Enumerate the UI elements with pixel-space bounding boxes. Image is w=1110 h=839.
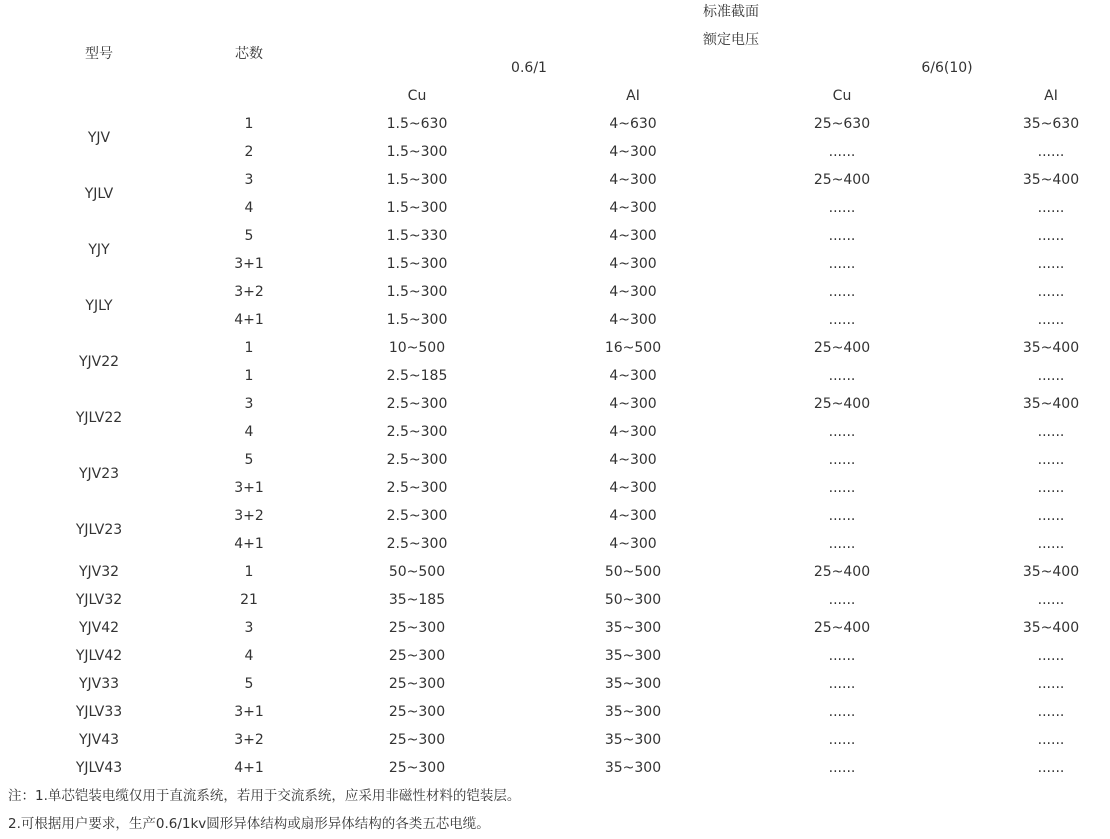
cu-high-cell: ...... [828,648,856,664]
cu-low-cell: 1.5~300 [386,200,448,216]
cu-low-cell: 1.5~300 [386,256,448,272]
al-low-cell: 4~300 [609,312,657,328]
cu-high-cell: 25~400 [813,620,871,636]
cu-low-cell: 2.5~300 [386,480,448,496]
cu-high-cell: 25~400 [813,340,871,356]
model-cell: YJV22 [78,354,120,370]
al-low-cell: 4~300 [609,284,657,300]
header-voltage: 额定电压 [703,32,759,48]
cores-cell: 3 [244,172,254,188]
al-low-cell: 4~300 [609,424,657,440]
al-high-cell: ...... [1037,452,1065,468]
cores-cell: 4+1 [234,312,264,328]
model-cell: YJLV23 [75,522,123,538]
cu-low-cell: 2.5~300 [386,536,448,552]
al-high-cell: 35~400 [1022,172,1080,188]
cores-cell: 4 [244,424,254,440]
al-high-cell: 35~630 [1022,116,1080,132]
al-high-cell: ...... [1037,228,1065,244]
cores-cell: 3+1 [234,256,264,272]
cu-low-cell: 2.5~300 [386,508,448,524]
cores-cell: 3+2 [234,508,264,524]
al-low-cell: 4~300 [609,396,657,412]
al-high-cell: ...... [1037,480,1065,496]
cores-cell: 3 [244,620,254,636]
cores-cell: 1 [244,340,254,356]
al-high-cell: ...... [1037,368,1065,384]
header-cores: 芯数 [235,46,263,62]
model-cell: YJV42 [78,620,120,636]
al-high-cell: 35~400 [1022,620,1080,636]
model-cell: YJV23 [78,466,120,482]
al-high-cell: ...... [1037,648,1065,664]
cu-low-cell: 2.5~185 [386,368,448,384]
al-low-cell: 35~300 [604,760,662,776]
header-cu-high: Cu [832,88,852,104]
cu-low-cell: 2.5~300 [386,424,448,440]
al-high-cell: ...... [1037,256,1065,272]
cu-high-cell: ...... [828,368,856,384]
cu-high-cell: ...... [828,676,856,692]
cu-high-cell: 25~400 [813,396,871,412]
al-high-cell: ...... [1037,704,1065,720]
cores-cell: 1 [244,368,254,384]
cu-high-cell: ...... [828,228,856,244]
cores-cell: 3+1 [234,480,264,496]
al-low-cell: 4~300 [609,508,657,524]
al-low-cell: 4~300 [609,144,657,160]
cu-high-cell: ...... [828,452,856,468]
note-2: 2.可根据用户要求，生产0.6/1kv圆形异体结构或扇形异体结构的各类五芯电缆。 [8,816,490,832]
al-low-cell: 4~300 [609,368,657,384]
note-1: 注：1.单芯铠装电缆仅用于直流系统，若用于交流系统，应采用非磁性材料的铠装层。 [8,788,521,804]
cores-cell: 1 [244,564,254,580]
cores-cell: 21 [240,592,258,608]
cores-cell: 2 [244,144,254,160]
al-high-cell: ...... [1037,536,1065,552]
cu-low-cell: 25~300 [388,620,446,636]
cu-high-cell: 25~400 [813,172,871,188]
al-high-cell: ...... [1037,284,1065,300]
al-high-cell: ...... [1037,732,1065,748]
al-low-cell: 50~300 [604,592,662,608]
al-low-cell: 4~300 [609,536,657,552]
cu-low-cell: 25~300 [388,760,446,776]
al-high-cell: ...... [1037,200,1065,216]
cu-high-cell: ...... [828,760,856,776]
cu-high-cell: ...... [828,284,856,300]
cores-cell: 3+2 [234,732,264,748]
cores-cell: 4+1 [234,760,264,776]
header-al-high: AI [1044,88,1058,104]
model-cell: YJLY [85,298,113,314]
cores-cell: 3+2 [234,284,264,300]
al-low-cell: 50~500 [604,564,662,580]
al-low-cell: 4~630 [609,116,657,132]
model-cell: YJLV [84,186,114,202]
cores-cell: 3+1 [234,704,264,720]
cu-high-cell: ...... [828,200,856,216]
al-low-cell: 35~300 [604,676,662,692]
header-voltage-high: 6/6(10) [921,60,973,76]
al-high-cell: 35~400 [1022,340,1080,356]
al-low-cell: 4~300 [609,256,657,272]
cu-low-cell: 1.5~330 [386,228,448,244]
al-high-cell: ...... [1037,508,1065,524]
cu-low-cell: 1.5~300 [386,172,448,188]
cu-low-cell: 2.5~300 [386,452,448,468]
al-high-cell: ...... [1037,312,1065,328]
cores-cell: 4+1 [234,536,264,552]
cu-low-cell: 2.5~300 [386,396,448,412]
al-low-cell: 4~300 [609,200,657,216]
model-cell: YJLV22 [75,410,123,426]
cores-cell: 5 [244,452,254,468]
header-cu-low: Cu [407,88,427,104]
cu-low-cell: 1.5~300 [386,144,448,160]
cu-high-cell: ...... [828,508,856,524]
cu-low-cell: 25~300 [388,676,446,692]
cu-low-cell: 25~300 [388,704,446,720]
al-low-cell: 35~300 [604,648,662,664]
model-cell: YJV43 [78,732,120,748]
header-section: 标准截面 [703,4,759,20]
al-high-cell: ...... [1037,592,1065,608]
cores-cell: 5 [244,676,254,692]
model-cell: YJLV43 [75,760,123,776]
al-low-cell: 16~500 [604,340,662,356]
model-cell: YJV33 [78,676,120,692]
al-low-cell: 4~300 [609,172,657,188]
model-cell: YJLV32 [75,592,123,608]
cores-cell: 4 [244,200,254,216]
cores-cell: 3 [244,396,254,412]
cu-high-cell: ...... [828,592,856,608]
al-high-cell: ...... [1037,676,1065,692]
cu-low-cell: 1.5~630 [386,116,448,132]
cu-low-cell: 10~500 [388,340,446,356]
cu-high-cell: ...... [828,732,856,748]
cu-high-cell: ...... [828,144,856,160]
header-model: 型号 [85,46,113,62]
cu-high-cell: ...... [828,424,856,440]
cu-low-cell: 25~300 [388,648,446,664]
cu-high-cell: ...... [828,312,856,328]
model-cell: YJY [88,242,110,258]
cu-high-cell: ...... [828,256,856,272]
model-cell: YJLV42 [75,648,123,664]
header-voltage-low: 0.6/1 [511,60,547,76]
al-low-cell: 4~300 [609,452,657,468]
model-cell: YJV [87,130,111,146]
al-high-cell: 35~400 [1022,564,1080,580]
al-low-cell: 35~300 [604,732,662,748]
cu-high-cell: ...... [828,480,856,496]
al-low-cell: 4~300 [609,228,657,244]
cu-high-cell: ...... [828,704,856,720]
al-high-cell: ...... [1037,424,1065,440]
al-high-cell: 35~400 [1022,396,1080,412]
header-al-low: AI [626,88,640,104]
al-low-cell: 35~300 [604,704,662,720]
cu-low-cell: 50~500 [388,564,446,580]
cu-high-cell: 25~630 [813,116,871,132]
al-low-cell: 35~300 [604,620,662,636]
cores-cell: 4 [244,648,254,664]
al-high-cell: ...... [1037,760,1065,776]
al-high-cell: ...... [1037,144,1065,160]
cu-low-cell: 1.5~300 [386,312,448,328]
model-cell: YJV32 [78,564,120,580]
model-cell: YJLV33 [75,704,123,720]
cores-cell: 1 [244,116,254,132]
al-low-cell: 4~300 [609,480,657,496]
cu-high-cell: 25~400 [813,564,871,580]
cu-low-cell: 1.5~300 [386,284,448,300]
cu-low-cell: 35~185 [388,592,446,608]
cores-cell: 5 [244,228,254,244]
cu-high-cell: ...... [828,536,856,552]
cu-low-cell: 25~300 [388,732,446,748]
